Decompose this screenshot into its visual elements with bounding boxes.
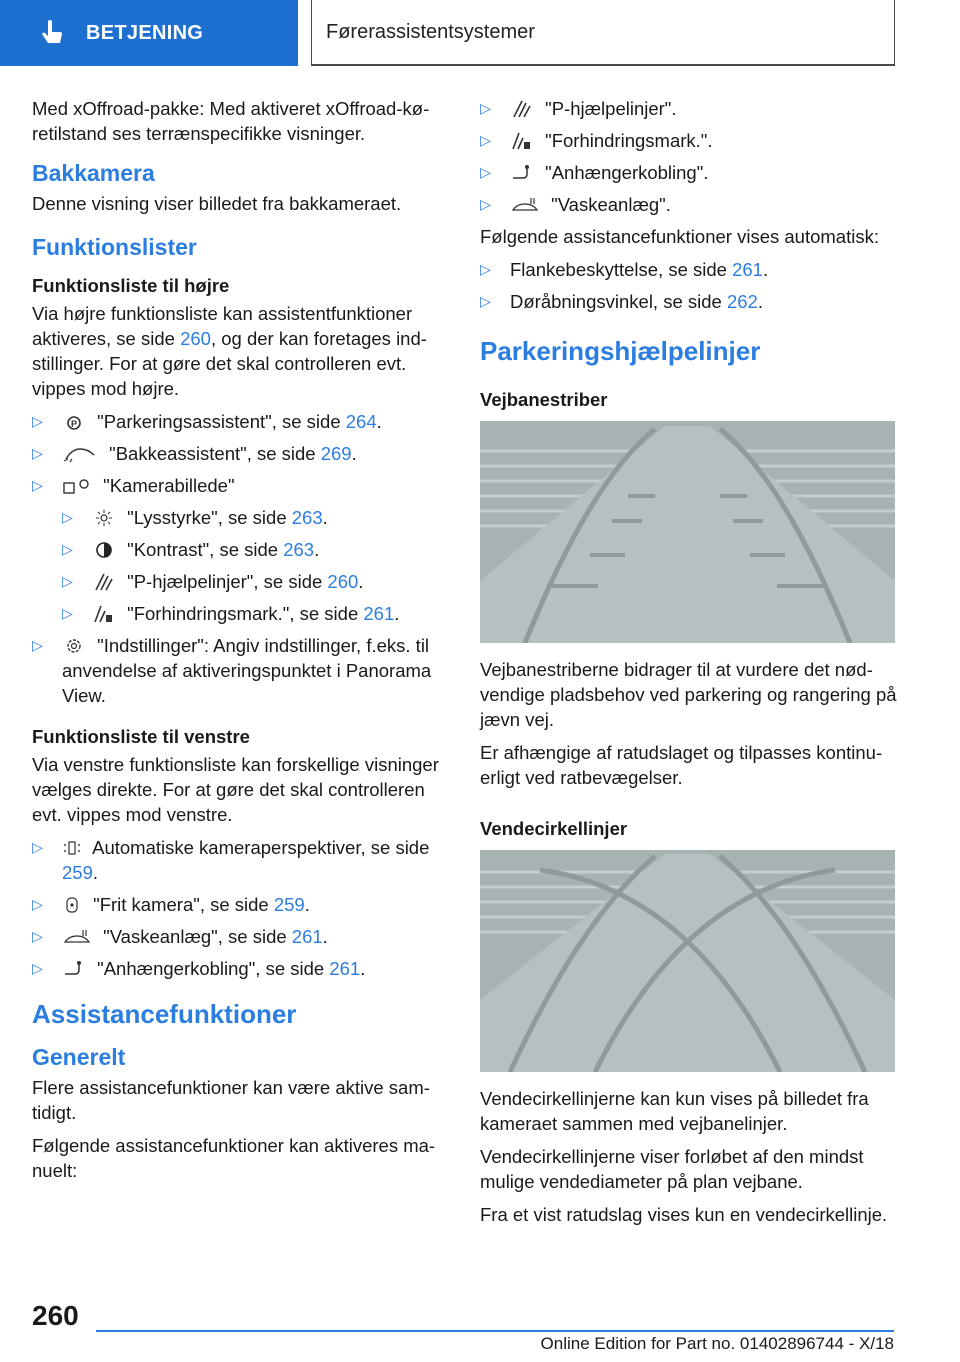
hill-assistant-icon (62, 445, 98, 463)
footer-edition: Online Edition for Part no. 01402896744 - X/18 (540, 1334, 894, 1353)
list-item (480, 289, 900, 314)
bullet-triangle-icon: ▷ (62, 605, 73, 621)
item-end: . (304, 894, 310, 915)
item-end: . (92, 862, 99, 883)
item-end: . (394, 603, 400, 624)
list-item (32, 633, 452, 708)
list-item (32, 537, 452, 562)
item-text: "Indstillinger": Angiv indstillinger, f.eks. til anvendelse af aktiveringspunktet i Panorama View. (62, 635, 432, 706)
item-text: "Vaskeanlæg". (546, 194, 671, 215)
hojre-paragraph (32, 301, 452, 401)
heading-generelt: Generelt (32, 1044, 126, 1070)
generelt-paragraph-2: Følgende assistancefunktioner kan aktiveres manuelt: (32, 1135, 436, 1181)
hand-pointer-icon (38, 18, 68, 48)
bullet-triangle-icon: ▷ (480, 293, 491, 309)
item-text: "Bakkeassistent", se side (104, 443, 321, 464)
item-text: "Forhindringsmark.". (540, 130, 713, 151)
list-item (32, 892, 452, 917)
list-item (32, 409, 452, 434)
item-text: "Parkeringsassistent", se side (92, 411, 346, 432)
list-item (480, 128, 900, 153)
trailer-hitch-icon (62, 960, 86, 978)
section-label: BETJENING (86, 21, 204, 44)
item-end: . (322, 926, 328, 947)
item-text: Automatiske kameraperspektiver, se side (88, 837, 430, 858)
list-item (32, 569, 452, 594)
item-text: "Kamerabillede" (98, 475, 235, 496)
bullet-triangle-icon: ▷ (32, 960, 43, 976)
item-end: . (757, 291, 763, 312)
page-link[interactable]: 261 (291, 926, 323, 947)
page-link[interactable]: 269 (320, 443, 352, 464)
page-link[interactable]: 264 (345, 411, 377, 432)
bullet-triangle-icon: ▷ (480, 196, 491, 212)
brightness-icon (92, 509, 116, 527)
bullet-triangle-icon: ▷ (32, 413, 43, 429)
item-text: "Frit kamera", se side (88, 894, 274, 915)
obstacle-marking-icon (92, 605, 116, 623)
parking-lines-icon (92, 573, 116, 591)
item-end: . (360, 958, 366, 979)
vende-paragraph-2: Vendecirkellinjerne viser forløbet af den mindst mulige vendediameter på plan vejbane. (480, 1146, 864, 1192)
item-end: . (314, 539, 320, 560)
bullet-triangle-icon: ▷ (32, 477, 43, 493)
vende-paragraph-1: Vendecirkellinjerne kan kun vises på billedet fra kameraet sammen med vejbanelinjer. (480, 1088, 869, 1134)
item-text: "Kontrast", se side (122, 539, 284, 560)
page-link[interactable]: 263 (283, 539, 315, 560)
vejbane-paragraph-1: Vejbanestriberne bidrager til at vurdere det nødvendige pladsbehov ved parkering og rangering på jævn vej. (480, 659, 897, 730)
page-link[interactable]: 260 (180, 328, 211, 349)
bullet-triangle-icon: ▷ (62, 573, 73, 589)
bullet-triangle-icon: ▷ (480, 164, 491, 180)
item-end: . (322, 507, 328, 528)
lane-lines-image (480, 421, 895, 643)
page-link[interactable]: 260 (327, 571, 359, 592)
obstacle-marking-icon (510, 132, 534, 150)
item-text: "Anhængerkobling". (540, 162, 709, 183)
section-tab (0, 0, 298, 66)
free-camera-icon (62, 896, 82, 914)
list-item (32, 835, 452, 885)
bullet-triangle-icon: ▷ (480, 100, 491, 116)
auto-paragraph: Følgende assistancefunktioner vises automatisk: (480, 226, 879, 247)
item-end: . (351, 443, 357, 464)
generelt-paragraph-1: Flere assistancefunktioner kan være aktive samtidigt. (32, 1077, 430, 1123)
parking-assistant-icon (62, 413, 86, 431)
bullet-triangle-icon: ▷ (480, 132, 491, 148)
page-link[interactable]: 261 (329, 958, 361, 979)
intro-paragraph: Med xOffroad-pakke: Med aktiveret xOffroad-køretilstand ses terrænspecifikke visninger. (32, 98, 430, 144)
item-text: Flankebeskyttelse, se side (510, 259, 733, 280)
list-item (32, 441, 452, 466)
bullet-triangle-icon: ▷ (62, 509, 73, 525)
item-text: "Vaskeanlæg", se side (98, 926, 292, 947)
trailer-hitch-icon (510, 164, 534, 182)
heading-vejbanestriber: Vejbanestriber (480, 389, 608, 410)
footer-divider (96, 1330, 894, 1332)
heading-hojre: Funktionsliste til højre (32, 275, 230, 296)
chapter-tab (311, 0, 895, 66)
auto-perspective-icon (62, 839, 82, 857)
item-text: "P-hjælpelinjer". (540, 98, 677, 119)
bullet-triangle-icon: ▷ (32, 896, 43, 912)
contrast-icon (92, 541, 116, 559)
left-column (32, 96, 452, 1191)
item-end: . (762, 259, 769, 280)
page-link[interactable]: 261 (363, 603, 395, 624)
chapter-title: Førerassistentsystemer (326, 20, 535, 43)
bullet-triangle-icon: ▷ (480, 261, 491, 277)
heading-funktionslister: Funktionslister (32, 234, 197, 260)
heading-parkeringshjaelpelinjer: Parkeringshjælpelinjer (480, 336, 761, 366)
car-wash-icon (510, 196, 540, 214)
page-number: 260 (32, 1300, 79, 1331)
item-text: Døråbningsvinkel, se side (510, 291, 727, 312)
gear-icon (62, 637, 86, 655)
list-item (32, 601, 452, 626)
heading-bakkamera: Bakkamera (32, 160, 155, 186)
item-end: . (376, 411, 382, 432)
turning-circle-image (480, 850, 895, 1072)
bullet-triangle-icon: ▷ (32, 445, 43, 461)
camera-image-icon (62, 477, 92, 495)
bullet-triangle-icon: ▷ (62, 541, 73, 557)
heading-vendecirkellinjer: Vendecirkellinjer (480, 818, 628, 839)
venstre-paragraph: Via venstre funktionsliste kan forskellige visninger vælges direkte. For at gøre det skal controlleren evt. vippes mod venstre. (32, 754, 439, 825)
svg-text:P: P (71, 419, 78, 429)
page-link[interactable]: 262 (726, 291, 758, 312)
page-link[interactable]: 263 (291, 507, 323, 528)
vejbane-paragraph-2: Er afhængige af ratudslaget og tilpasses kontinuerligt ved ratbevægelser. (480, 742, 883, 788)
page-link[interactable]: 259 (62, 862, 93, 883)
item-text: "Anhængerkobling", se side (92, 958, 330, 979)
bakkamera-paragraph: Denne visning viser billedet fra bakkameraet. (32, 193, 402, 214)
list-item (32, 924, 452, 949)
list-item (480, 257, 900, 282)
list-item (32, 956, 452, 981)
bullet-triangle-icon: ▷ (32, 839, 43, 855)
page-link[interactable]: 259 (273, 894, 305, 915)
list-item (480, 160, 900, 185)
heading-venstre: Funktionsliste til venstre (32, 726, 250, 747)
right-column (480, 96, 900, 1235)
bullet-triangle-icon: ▷ (32, 637, 43, 653)
list-item (32, 505, 452, 530)
item-text: "Lysstyrke", se side (122, 507, 292, 528)
page-link[interactable]: 261 (732, 259, 763, 280)
heading-assistancefunktioner: Assistancefunktioner (32, 999, 297, 1029)
car-wash-icon (62, 928, 92, 946)
item-end: . (358, 571, 364, 592)
hojre-text-a: Via højre funktionsliste kan assistentfunktioner aktiveres, se side (32, 303, 413, 349)
vende-paragraph-3: Fra et vist ratudslag vises kun en vendecirkellinje. (480, 1204, 888, 1225)
item-text: "P-hjælpelinjer", se side (122, 571, 328, 592)
parking-lines-icon (510, 100, 534, 118)
bullet-triangle-icon: ▷ (32, 928, 43, 944)
list-item (480, 96, 900, 121)
list-item (32, 473, 452, 498)
list-item (480, 192, 900, 217)
hojre-text-b: , og der kan foretages indstillinger. For at gøre det skal controlleren evt. vippes mod højre. (32, 328, 427, 399)
item-text: "Forhindringsmark.", se side (122, 603, 364, 624)
